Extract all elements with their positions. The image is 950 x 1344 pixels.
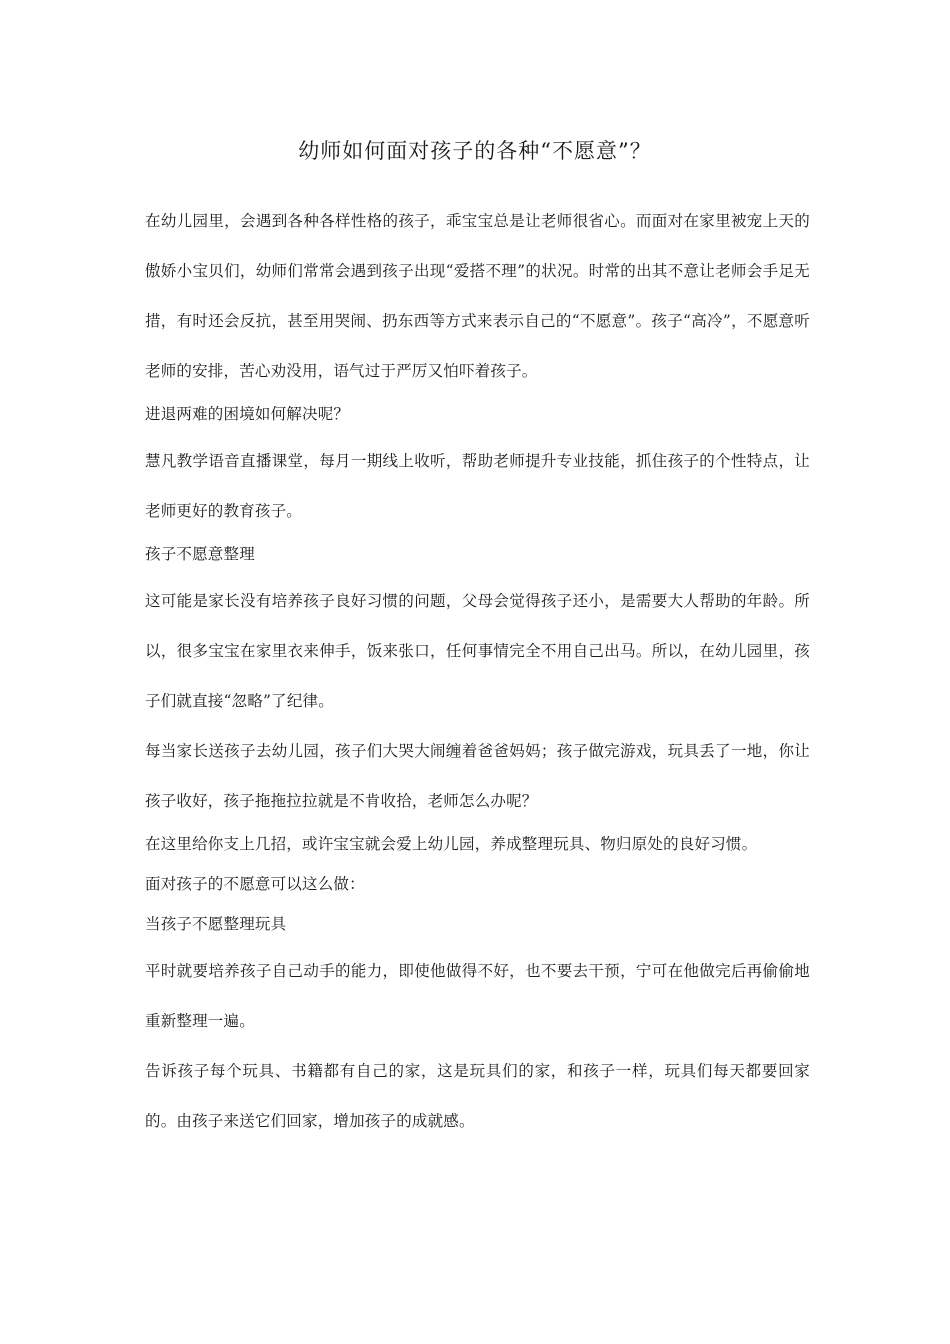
paragraph-course-promo: 慧凡教学语音直播课堂，每月一期线上收听，帮助老师提升专业技能，抓住孩子的个性特点，让老师更好的教育孩子。 bbox=[145, 452, 810, 520]
paragraph-how-to: 面对孩子的不愿意可以这么做： bbox=[145, 875, 365, 893]
document-body bbox=[145, 196, 810, 1146]
paragraph-toys-home: 告诉孩子每个玩具、书籍都有自己的家，这是玩具们的家，和孩子一样，玩具们每天都要回家的。由孩子来送它们回家，增加孩子的成就感。 bbox=[145, 1062, 810, 1130]
document-title: 幼师如何面对孩子的各种“不愿意”？ bbox=[298, 139, 652, 163]
paragraph-intro: 在幼儿园里，会遇到各种各样性格的孩子，乖宝宝总是让老师很省心。而面对在家里被宠上天的傲娇小宝贝们，幼师们常常会遇到孩子出现“爱搭不理”的状况。时常的出其不意让老师会手足无措，有时还会反抗，甚至用哭闹、扔东西等方式来表示自己的“不愿意”。孩子“高冷”，不愿意听老师的安排，苦心劝没用，语气过于严厉又怕吓着孩子。 bbox=[145, 212, 810, 380]
section-heading-not-tidy: 孩子不愿意整理 bbox=[145, 545, 255, 563]
paragraph-crying-toys: 每当家长送孩子去幼儿园，孩子们大哭大闹缠着爸爸妈妈；孩子做完游戏，玩具丢了一地，你让孩子收好，孩子拖拖拉拉就是不肯收拾，老师怎么办呢？ bbox=[145, 742, 810, 810]
paragraph-question: 进退两难的困境如何解决呢？ bbox=[145, 405, 350, 423]
paragraph-self-reliance: 平时就要培养孩子自己动手的能力，即使他做得不好，也不要去干预，宁可在他做完后再偷偷地重新整理一遍。 bbox=[145, 962, 810, 1030]
section-heading-toys: 当孩子不愿整理玩具 bbox=[145, 915, 287, 933]
paragraph-parent-habits: 这可能是家长没有培养孩子良好习惯的问题，父母会觉得孩子还小，是需要大人帮助的年龄。所以，很多宝宝在家里衣来伸手，饭来张口，任何事情完全不用自己出马。所以，在幼儿园里，孩子们就直接“忽略”了纪律。 bbox=[145, 592, 810, 710]
paragraph-tips-intro: 在这里给你支上几招，或许宝宝就会爱上幼儿园，养成整理玩具、物归原处的良好习惯。 bbox=[145, 835, 758, 853]
